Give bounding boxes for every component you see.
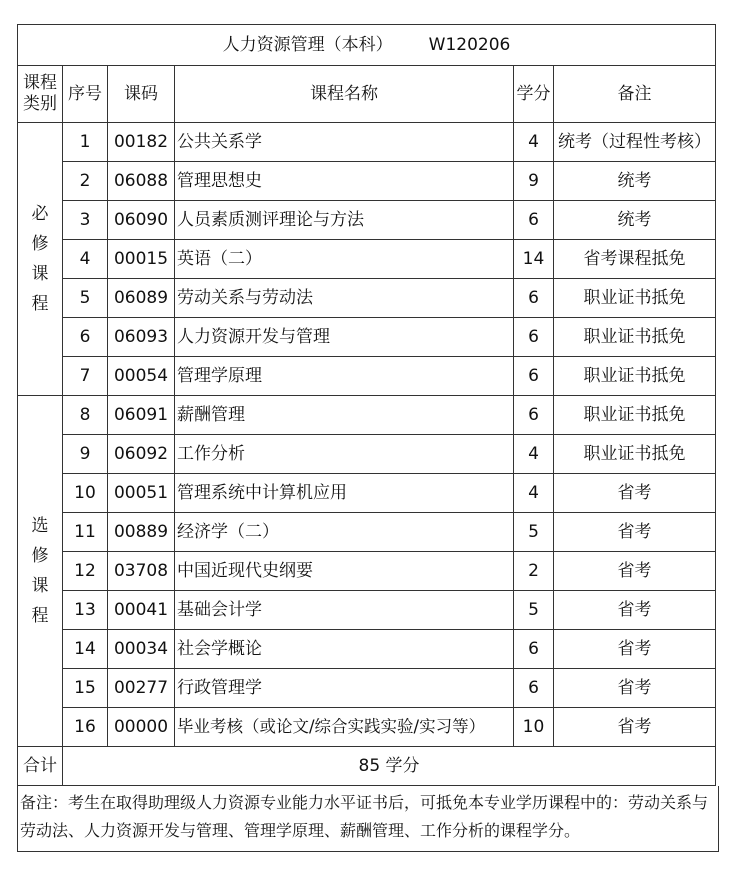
row-credits: 6 (514, 396, 554, 435)
row-remark: 职业证书抵免 (554, 357, 716, 396)
row-course-name: 英语（二） (175, 240, 514, 279)
table-row (18, 318, 716, 357)
row-remark: 省考 (554, 669, 716, 708)
row-credits: 6 (514, 201, 554, 240)
row-seq: 14 (63, 630, 108, 669)
row-credits: 14 (514, 240, 554, 279)
row-credits: 5 (514, 513, 554, 552)
table-row (18, 279, 716, 318)
row-course-name: 中国近现代史纲要 (175, 552, 514, 591)
row-credits: 6 (514, 279, 554, 318)
table-row (18, 669, 716, 708)
row-course-code: 00015 (108, 240, 175, 279)
program-code: W120206 (428, 35, 511, 55)
row-course-code: 00182 (108, 123, 175, 162)
row-seq: 5 (63, 279, 108, 318)
table-row (18, 630, 716, 669)
row-credits: 6 (514, 357, 554, 396)
header-row (18, 66, 716, 123)
row-seq: 15 (63, 669, 108, 708)
row-remark: 职业证书抵免 (554, 279, 716, 318)
row-course-code: 00051 (108, 474, 175, 513)
row-course-code: 00041 (108, 591, 175, 630)
row-seq: 7 (63, 357, 108, 396)
row-seq: 10 (63, 474, 108, 513)
table-row (18, 240, 716, 279)
row-course-name: 基础会计学 (175, 591, 514, 630)
row-course-name: 人员素质测评理论与方法 (175, 201, 514, 240)
row-course-code: 00889 (108, 513, 175, 552)
row-remark: 省考课程抵免 (554, 240, 716, 279)
header-seq: 序号 (63, 66, 108, 123)
table-row (18, 708, 716, 747)
row-course-name: 工作分析 (175, 435, 514, 474)
total-row (18, 747, 716, 786)
row-course-name: 毕业考核（或论文/综合实践实验/实习等） (175, 708, 514, 747)
row-credits: 6 (514, 630, 554, 669)
table-row (18, 474, 716, 513)
row-course-code: 06091 (108, 396, 175, 435)
header-course-name: 课程名称 (175, 66, 514, 123)
row-course-code: 03708 (108, 552, 175, 591)
note-text: 备注：考生在取得助理级人力资源专业能力水平证书后，可抵免本专业学历课程中的：劳动关系与劳动法、人力资源开发与管理、管理学原理、薪酬管理、工作分析的课程学分。 (20, 793, 709, 840)
row-seq: 8 (63, 396, 108, 435)
row-course-code: 06092 (108, 435, 175, 474)
row-credits: 4 (514, 123, 554, 162)
row-credits: 6 (514, 669, 554, 708)
row-seq: 6 (63, 318, 108, 357)
row-credits: 4 (514, 435, 554, 474)
row-course-name: 管理思想史 (175, 162, 514, 201)
row-course-code: 00000 (108, 708, 175, 747)
row-remark: 统考 (554, 201, 716, 240)
table-row (18, 396, 716, 435)
row-course-name: 薪酬管理 (175, 396, 514, 435)
table-row (18, 123, 716, 162)
row-seq: 13 (63, 591, 108, 630)
row-remark: 省考 (554, 552, 716, 591)
row-remark: 省考 (554, 630, 716, 669)
row-seq: 11 (63, 513, 108, 552)
row-credits: 2 (514, 552, 554, 591)
row-credits: 5 (514, 591, 554, 630)
row-course-code: 06093 (108, 318, 175, 357)
row-course-name: 劳动关系与劳动法 (175, 279, 514, 318)
table-row (18, 435, 716, 474)
row-seq: 4 (63, 240, 108, 279)
row-course-code: 06090 (108, 201, 175, 240)
row-course-name: 公共关系学 (175, 123, 514, 162)
row-seq: 1 (63, 123, 108, 162)
row-course-name: 行政管理学 (175, 669, 514, 708)
row-credits: 9 (514, 162, 554, 201)
total-value: 85 学分 (63, 747, 716, 786)
row-remark: 省考 (554, 591, 716, 630)
program-title: 人力资源管理（本科） (222, 35, 393, 55)
row-remark: 统考 (554, 162, 716, 201)
category-required: 必修课程 (18, 123, 63, 396)
row-seq: 12 (63, 552, 108, 591)
row-remark: 职业证书抵免 (554, 435, 716, 474)
header-remark: 备注 (554, 66, 716, 123)
curriculum-document (17, 24, 719, 852)
row-remark: 统考（过程性考核） (554, 123, 716, 162)
row-remark: 职业证书抵免 (554, 318, 716, 357)
row-course-name: 社会学概论 (175, 630, 514, 669)
row-seq: 2 (63, 162, 108, 201)
header-course-code: 课码 (108, 66, 175, 123)
row-remark: 职业证书抵免 (554, 396, 716, 435)
row-remark: 省考 (554, 708, 716, 747)
row-seq: 16 (63, 708, 108, 747)
row-course-code: 06088 (108, 162, 175, 201)
row-course-name: 人力资源开发与管理 (175, 318, 514, 357)
table-row (18, 513, 716, 552)
title-row (18, 25, 716, 66)
table-title-cell (18, 25, 716, 66)
row-course-code: 06089 (108, 279, 175, 318)
note-box (17, 786, 719, 852)
curriculum-table (17, 24, 716, 786)
row-credits: 4 (514, 474, 554, 513)
total-label: 合计 (18, 747, 63, 786)
row-course-name: 经济学（二） (175, 513, 514, 552)
row-course-name: 管理系统中计算机应用 (175, 474, 514, 513)
header-category: 课程类别 (18, 66, 63, 123)
table-row (18, 591, 716, 630)
category-elective: 选修课程 (18, 396, 63, 747)
table-row (18, 552, 716, 591)
table-row (18, 357, 716, 396)
row-seq: 3 (63, 201, 108, 240)
row-course-name: 管理学原理 (175, 357, 514, 396)
row-credits: 6 (514, 318, 554, 357)
header-credits: 学分 (514, 66, 554, 123)
table-row (18, 201, 716, 240)
row-course-code: 00034 (108, 630, 175, 669)
row-credits: 10 (514, 708, 554, 747)
table-row (18, 162, 716, 201)
row-remark: 省考 (554, 474, 716, 513)
row-seq: 9 (63, 435, 108, 474)
row-remark: 省考 (554, 513, 716, 552)
row-course-code: 00054 (108, 357, 175, 396)
row-course-code: 00277 (108, 669, 175, 708)
